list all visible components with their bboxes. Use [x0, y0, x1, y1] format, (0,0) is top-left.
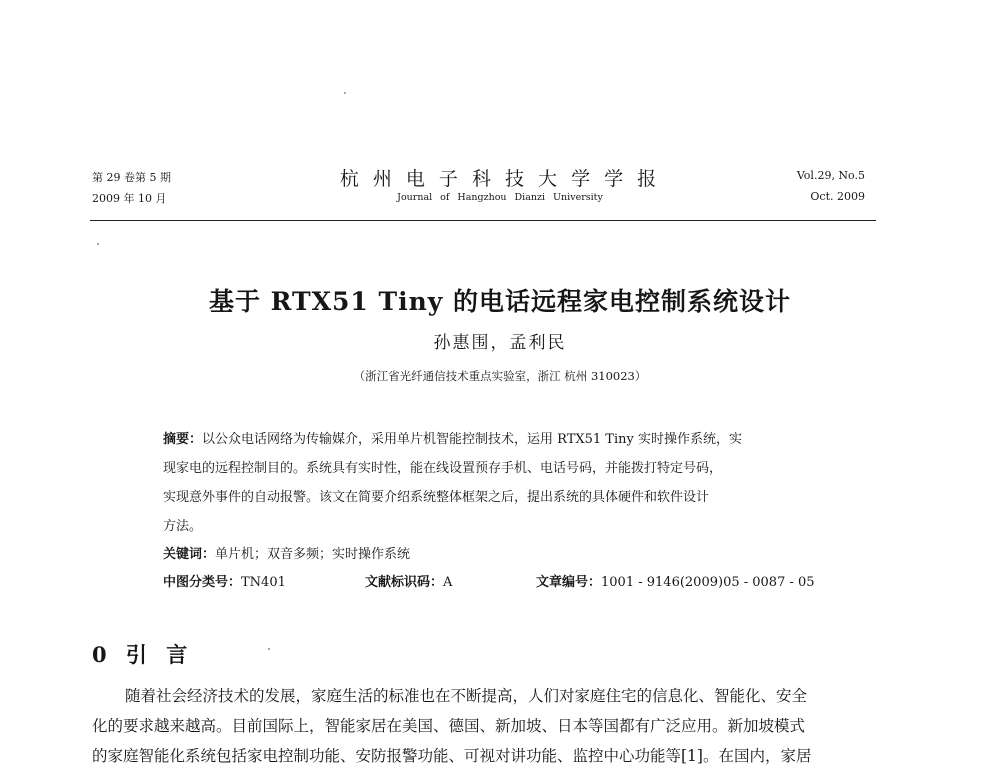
abstract-text: 以公众电话网络为传输媒介，采用单片机智能控制技术，运用 RTX51 Tiny 实时操作系统，实: [202, 432, 742, 447]
article-no-label: 文章编号：: [536, 575, 602, 590]
doc-code-label: 文献标识码：: [365, 575, 444, 590]
journal-title-en: Journal of Hangzhou Dianzi University: [397, 192, 603, 203]
header-rule: [90, 220, 876, 221]
document-code: [365, 571, 452, 590]
doc-code-value: A: [443, 575, 453, 590]
scan-speck: [344, 92, 346, 94]
section-heading: 0 引 言: [92, 642, 194, 667]
publication-date-cn: 2009 年 10 月: [92, 192, 167, 205]
publication-date-en: Oct. 2009: [810, 190, 865, 203]
keywords-line: [163, 543, 410, 562]
abstract-label: 摘要：: [163, 432, 203, 447]
scan-speck: [268, 648, 270, 650]
paper-authors: 孙惠围，孟利民: [433, 333, 567, 353]
abstract-line: 实现意外事件的自动报警。该文在简要介绍系统整体框架之后，提出系统的具体硬件和软件设计: [163, 490, 710, 505]
abstract-line: 现家电的远程控制目的。系统具有实时性，能在线设置预存手机、电话号码，并能拨打特定号码，: [163, 461, 723, 476]
author-affiliation: （浙江省光纤通信技术重点实验室，浙江 杭州 310023）: [353, 369, 647, 383]
clc-label: 中图分类号：: [163, 575, 242, 590]
keywords-text: 单片机；双音多频；实时操作系统: [215, 547, 411, 562]
scan-speck: [97, 243, 99, 245]
volume-issue-en: Vol.29, No.5: [796, 169, 865, 182]
clc-value: TN401: [241, 575, 286, 590]
body-line: 化的要求越来越高。目前国际上，智能家居在美国、德国、新加坡、日本等国都有广泛应用。新加坡模式: [92, 717, 806, 735]
article-number: [536, 571, 815, 590]
abstract-line: 方法。: [163, 519, 203, 534]
body-line: 随着社会经济技术的发展，家庭生活的标准也在不断提高，人们对家庭住宅的信息化、智能化、安全: [125, 687, 808, 705]
body-line: 的家庭智能化系统包括家电控制功能、安防报警功能、可视对讲功能、监控中心功能等[1]。在国内，家居: [92, 747, 812, 765]
article-no-value: 1001 - 9146(2009)05 - 0087 - 05: [601, 575, 815, 590]
paper-title: 基于 RTX51 Tiny 的电话远程家电控制系统设计: [208, 287, 792, 316]
abstract-line: [163, 428, 742, 447]
journal-title: 杭 州 电 子 科 技 大 学 学 报: [339, 168, 661, 190]
keywords-label: 关键词：: [163, 547, 216, 562]
volume-issue-cn: 第 29 卷第 5 期: [92, 171, 171, 184]
clc-number: [163, 571, 286, 590]
